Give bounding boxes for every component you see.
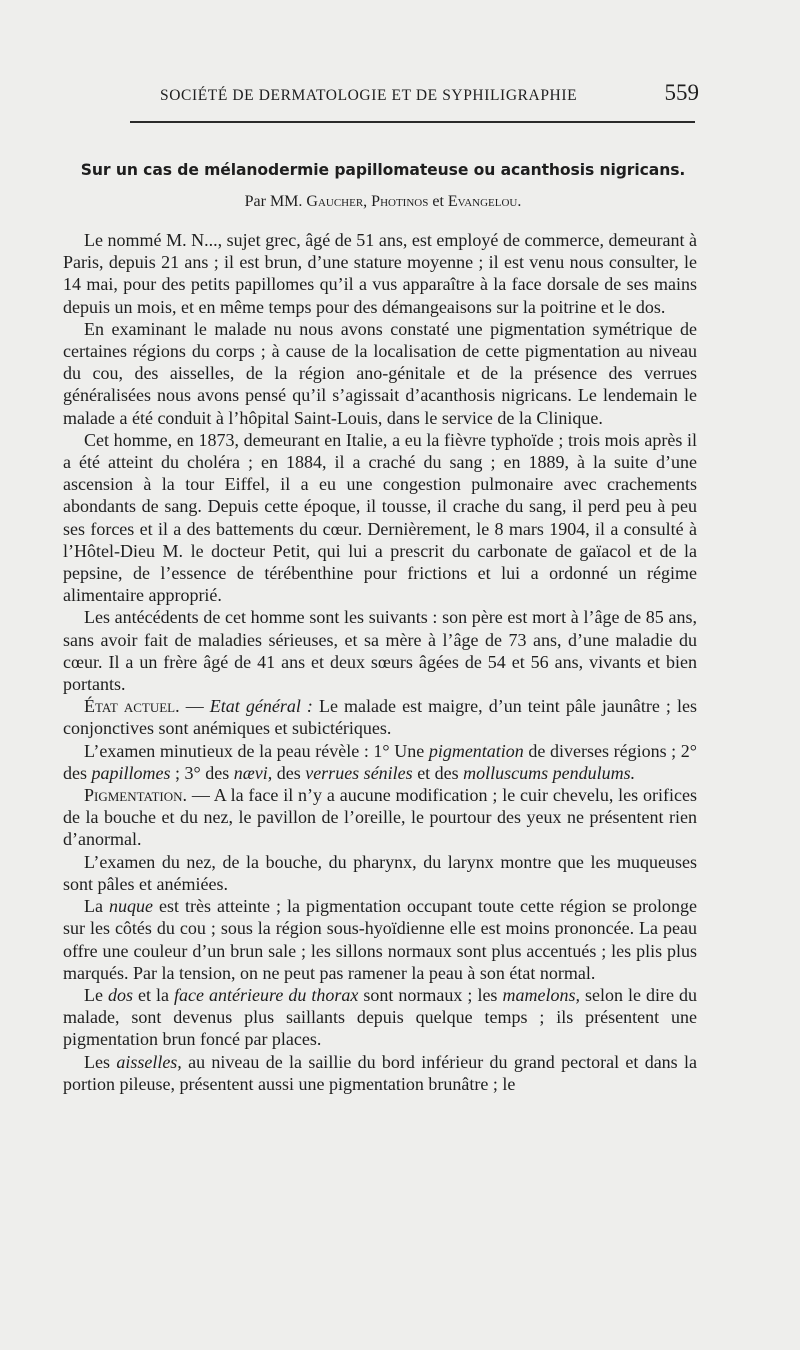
paragraph: En examinant le malade nu nous avons constaté une pigmentation symétrique de certaines régions du corps ; à cause de la localisation de cette pigmentation au niveau du cou, des aisselles, de la région ano-génitale et de la présence des verrues généralisées nous avons pensé qu’il s’agissait d’acanthosis nigricans. Le lendemain le malade a été conduit à l’hôpital Saint-Louis, dans le service de la Clinique. [63, 318, 697, 428]
author-name: Gaucher [306, 193, 364, 210]
running-title: SOCIÉTÉ DE DERMATOLOGIE ET DE SYPHILIGRAPHIE [160, 87, 578, 104]
italic-term: pigmentation [428, 740, 524, 761]
byline-connector: et [432, 193, 444, 210]
paragraph-text: et la [133, 984, 175, 1005]
paragraph [63, 784, 697, 851]
page-number: 559 [664, 80, 699, 105]
paragraph-text: et des [412, 762, 464, 783]
paragraph: Cet homme, en 1873, demeurant en Italie, a eu la fièvre typhoïde ; trois mois après il a été atteint du choléra ; en 1884, il a craché du sang ; en 1889, à la suite d’une ascension à la tour Eiffel, il a eu une congestion pulmonaire avec crachements abondants de sang. Depuis cette époque, il tousse, il crache du sang, il perd peu à peu ses forces et il a des battements du cœur. Dernièrement, le 8 mars 1904, il a consulté à l’Hôtel-Dieu M. le docteur Petit, qui lui a prescrit du carbonate de gaïacol et de la pepsine, de l’essence de térébenthine pour frictions et lui a ordonné un régime alimentaire approprié. [63, 429, 697, 606]
italic-term: papillomes [91, 762, 171, 783]
paragraph-text: — A la face il n’y a aucune modification ; le cuir chevelu, les orifices de la bouche et du nez, le pavillon de l’oreille, le pourtour des yeux ne présentent rien d’anormal. [63, 785, 697, 850]
italic-term: dos [108, 984, 134, 1005]
paragraph-text: La [84, 896, 109, 917]
paragraph-text: de diverses régions ; 2° des [63, 740, 697, 783]
paragraph-text: des [272, 762, 306, 783]
article-title: Sur un cas de mélanodermie papillomateuse ou acanthosis nigricans. [80, 161, 686, 179]
paragraph: L’examen du nez, de la bouche, du pharynx, du larynx montre que les muqueuses sont pâles et anémiées. [63, 851, 697, 894]
paragraph [63, 895, 697, 984]
italic-term: aisselles, [116, 1051, 182, 1072]
italic-term: nævi, [233, 762, 273, 783]
section-label: Pigmentation. [84, 785, 188, 806]
author-name: Photinos [371, 193, 429, 210]
article-body [63, 229, 697, 1095]
paragraph-text: L’examen minutieux de la peau révèle : 1° Une [84, 740, 429, 761]
paragraph-text: selon le dire du malade, sont devenus plus saillants depuis quelque temps ; ils présentent une pigmentation brun foncé par places. [63, 984, 697, 1050]
running-header [63, 80, 699, 110]
section-label: État actuel. [84, 696, 180, 717]
author-name: Evangelou. [447, 193, 522, 210]
byline-prefix: Par MM. [244, 193, 303, 210]
paragraph-text: au niveau de la saillie du bord inférieur du grand pectoral et dans la portion pileuse, présentent aussi une pigmentation brunâtre ; le [63, 1051, 697, 1094]
paragraph-dash: — [179, 696, 210, 717]
italic-term: verrues séniles [305, 762, 413, 783]
italic-term: nuque [109, 896, 153, 917]
paragraph: Le nommé M. N..., sujet grec, âgé de 51 ans, est employé de commerce, demeurant à Paris, depuis 21 ans ; il est brun, d’une stature moyenne ; il est venu nous consulter, le 14 mai, pour des petits papillomes qu’il a vus apparaître à la face dorsale de ses mains depuis un mois, et en même temps pour des démangeaisons sur la poitrine et le dos. [63, 230, 697, 317]
byline [63, 193, 703, 211]
paragraph-text: Les [84, 1051, 117, 1072]
italic-heading: Etat général : [209, 696, 313, 717]
paragraph-text: Le [84, 984, 108, 1005]
italic-term: mamelons, [502, 984, 580, 1005]
paragraph-text: ; 3° des [170, 762, 234, 783]
paragraph [63, 740, 697, 784]
header-rule [130, 121, 695, 123]
paragraph [63, 695, 697, 739]
italic-term: molluscums pendulums. [463, 762, 636, 783]
italic-term: face antérieure du thorax [174, 984, 359, 1005]
byline-comma: , [363, 193, 368, 210]
paragraph [63, 984, 697, 1051]
paragraph-text: est très atteinte ; la pigmentation occupant toute cette région se prolonge sur les côtés du cou ; sous la région sous-hyoïdienne elle est moins prononcée. La peau offre une couleur d’un brun sale ; les sillons normaux sont plus accentués ; les plis plus marqués. Par la tension, on ne peut pas ramener la peau à son état normal. [63, 896, 697, 983]
paragraph-text: sont normaux ; les [358, 984, 503, 1005]
paragraph [63, 1051, 697, 1095]
paragraph-text: Le malade est maigre, d’un teint pâle jaunâtre ; les conjonctives sont anémiques et subictériques. [63, 696, 698, 739]
paragraph: Les antécédents de cet homme sont les suivants : son père est mort à l’âge de 85 ans, sans avoir fait de maladies sérieuses, et sa mère à l’âge de 73 ans, d’une maladie du cœur. Il a un frère âgé de 41 ans et deux sœurs âgées de 54 et 56 ans, vivants et bien portants. [63, 607, 697, 695]
